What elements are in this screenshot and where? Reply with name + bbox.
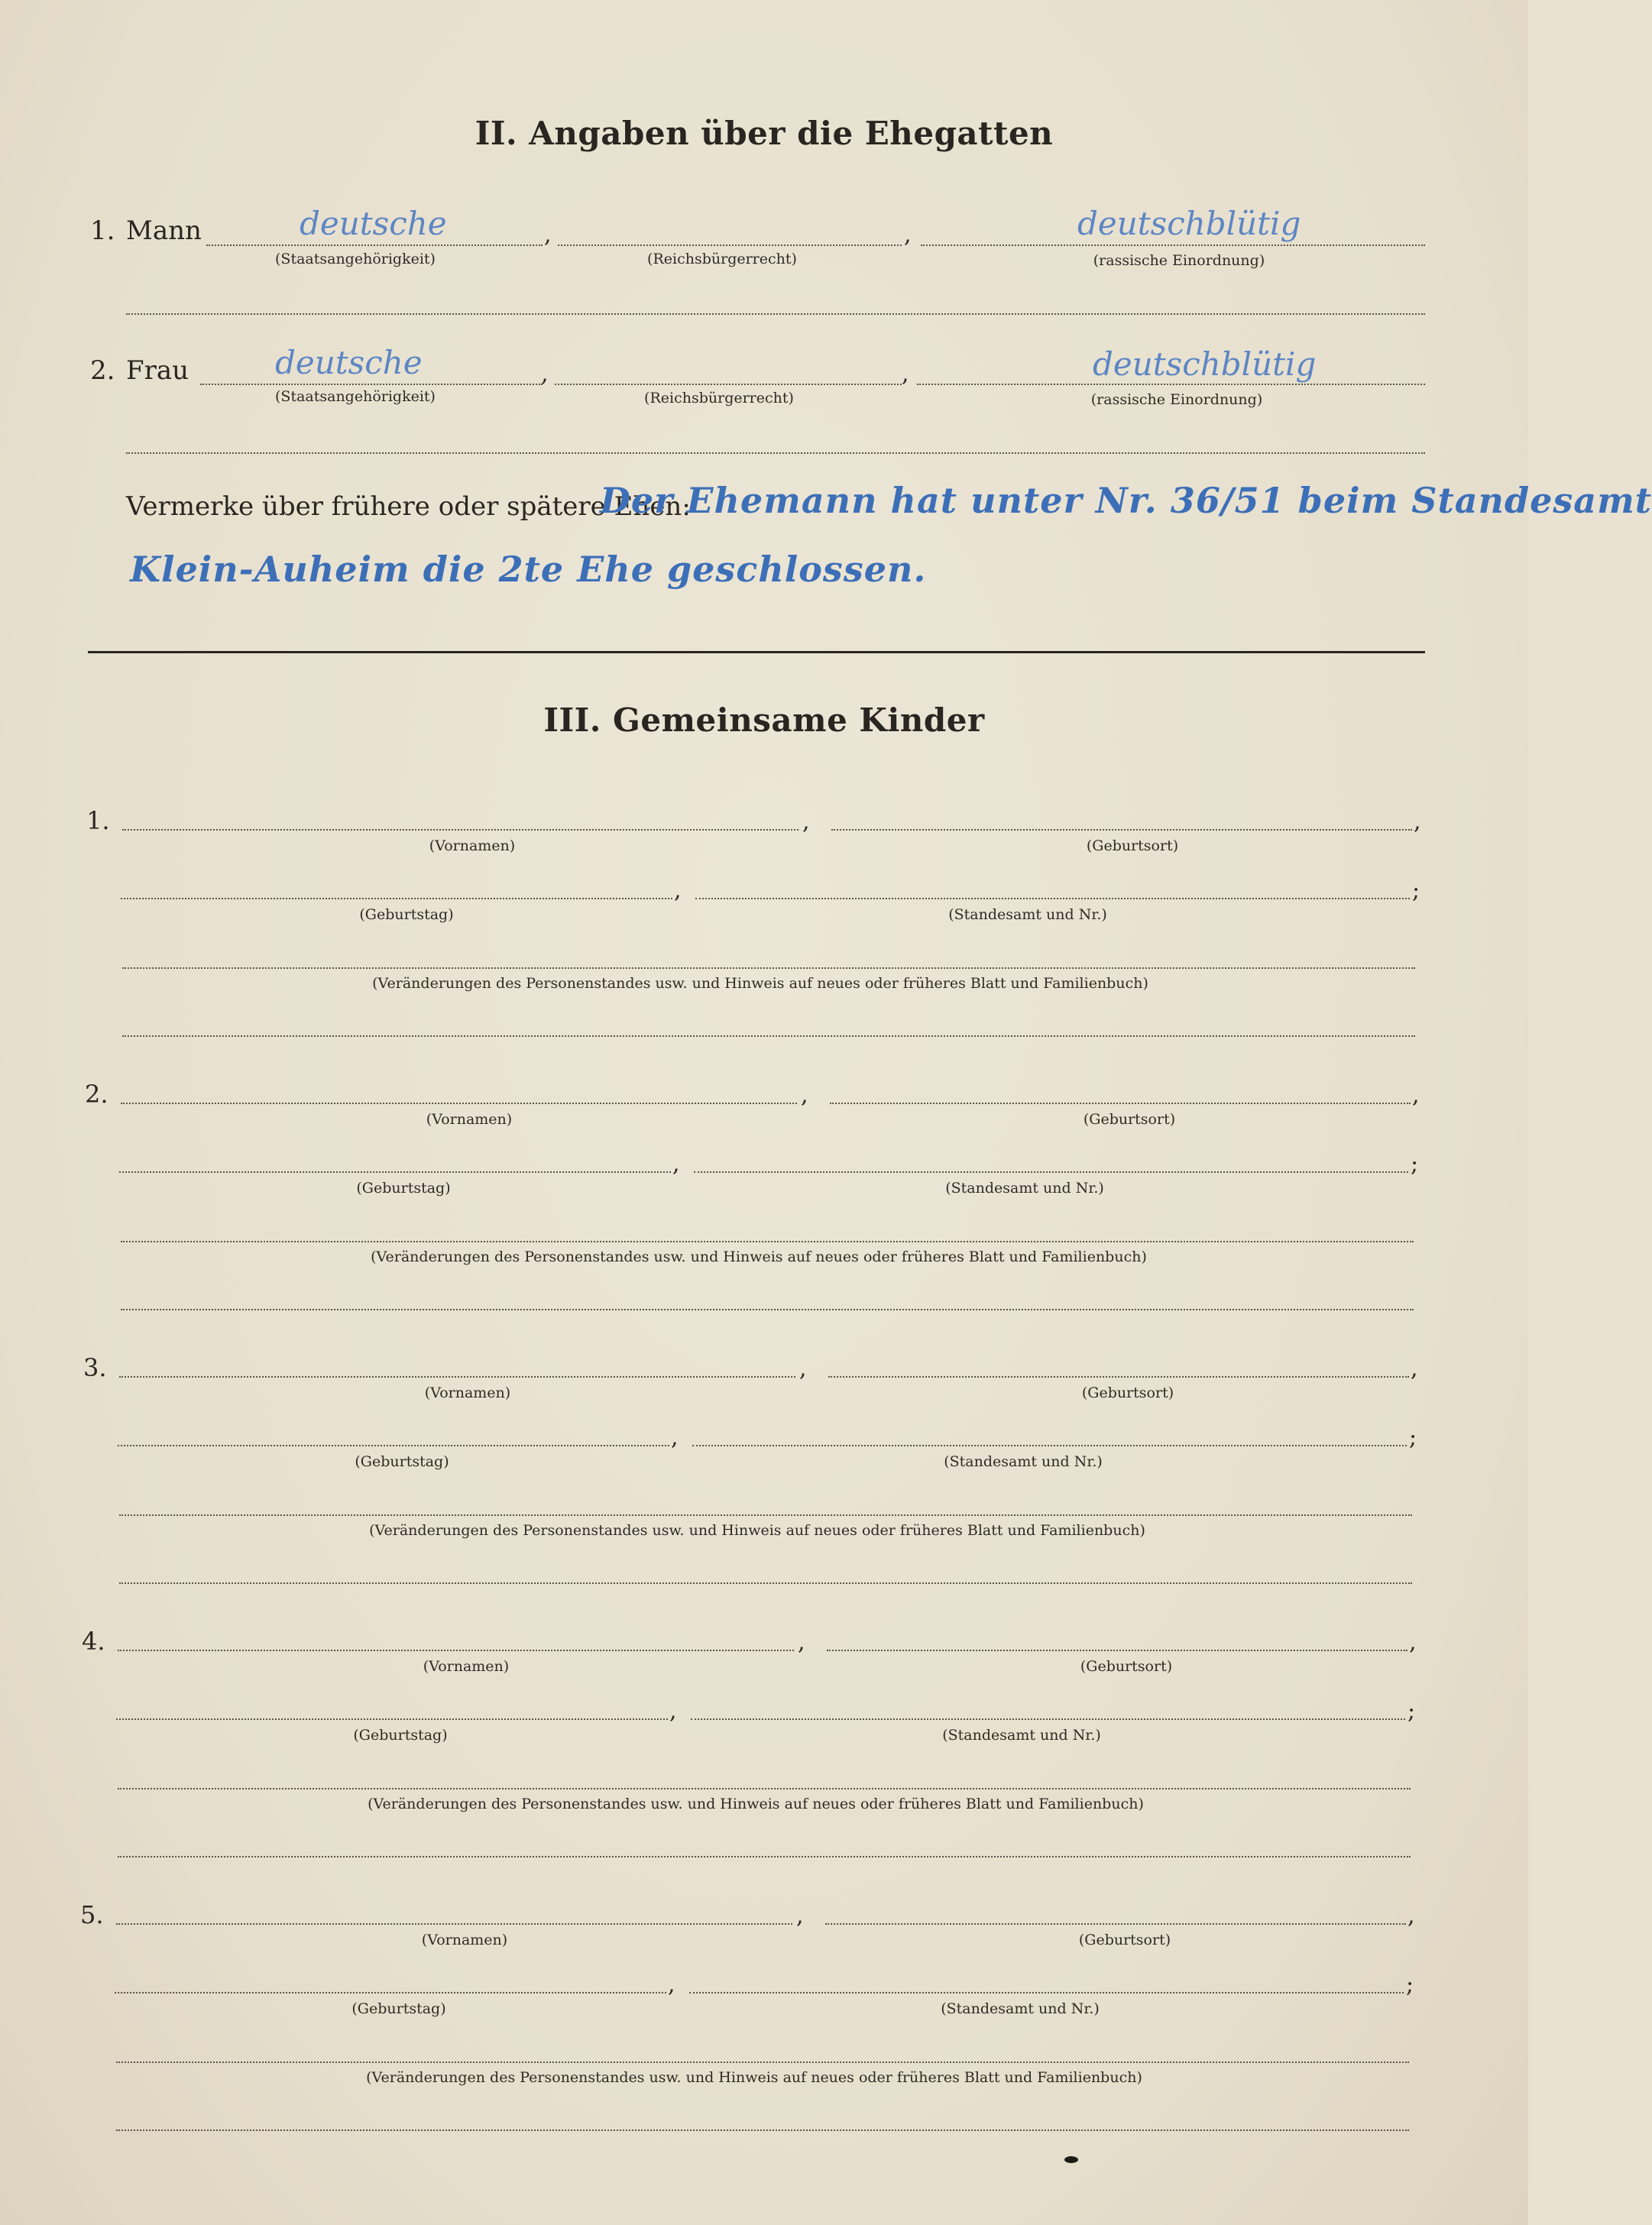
husband-classification-value: deutschblütig — [1077, 205, 1301, 242]
husband-nationality-value: deutsche — [300, 205, 447, 242]
caption-changes: (Veränderungen des Personenstandes usw. und Hinweis auf neues oder früheres Blatt und Familienbuch) — [368, 1796, 1144, 1812]
registry-line — [692, 1445, 1407, 1446]
wife-nationality-value: deutsche — [275, 344, 423, 381]
birthday-line — [118, 1445, 669, 1446]
changes-extra-line — [116, 2129, 1409, 2131]
husband-citizenship-line — [558, 245, 902, 246]
husband-extra-line — [126, 313, 1425, 315]
birthplace-line — [828, 1376, 1409, 1378]
caption-birthplace: (Geburtsort) — [1083, 1111, 1176, 1128]
caption-birthplace: (Geburtsort) — [1081, 1385, 1174, 1401]
caption-classification: (rassische Einordnung) — [1090, 391, 1263, 408]
changes-line — [118, 1788, 1411, 1789]
caption-changes: (Veränderungen des Personenstandes usw. und Hinweis auf neues oder früheres Blatt und Familienbuch) — [369, 1522, 1145, 1539]
remarks-text-line-1: Der Ehemann hat unter Nr. 36/51 beim Standesamt — [600, 480, 1652, 521]
wife-nationality-line — [200, 384, 543, 385]
section-divider — [88, 651, 1425, 653]
child-number: 4. — [82, 1627, 105, 1656]
wife-extra-line — [126, 452, 1425, 454]
wife-classification-line — [917, 384, 1425, 385]
remarks-label: Vermerke über frühere oder spätere Ehen: — [126, 491, 691, 522]
husband-classification-line — [921, 245, 1425, 246]
caption-registry: (Standesamt und Nr.) — [948, 906, 1107, 923]
husband-nationality-line — [206, 245, 543, 246]
form-page: II. Angaben über die Ehegatten 1. Mann , , deutsche deutschblütig (Staatsangehörigkeit) (Reichsbürgerrecht) (rassische Einordnung) 2. Frau , , deutsche deutschblütig (Staatsangehörigkeit) (Reichsbürgerrecht) (rassische Einordnung) Vermerke über frühere oder spätere Ehen: Der Ehemann hat unter Nr. 36/51 beim Standesamt Klein-Auheim die 2te Ehe geschlossen. III. Gemeinsame Kinder 1. , , (Vornamen) (Geburtsort) , ; (Geburtstag) (Standesamt und Nr.) (Veränderungen des Personenstandes usw. und Hinweis auf neues oder früheres Blatt und Familienbuch) 2. , , (Vornamen) (Geburtsort) , ; (Geburtstag) (Standesamt und Nr.) (Veränderungen des Personenstandes usw. und Hinweis auf neues oder früheres Blatt und Familienbuch) 3. , , (Vornamen) (Geburtsort) , ; (Geburtstag) (Standesamt und Nr.) (Veränderungen des Personenstandes usw. und Hinweis auf neues oder früheres Blatt und Familienbuch) 4. , , (Vornamen) (Geburtsort) , ; (Geburtstag) (Standesamt und Nr.) (Veränderungen des Personenstandes usw. und Hinweis auf neues oder früheres Blatt und Familienbuch) 5. , , (Vornamen) (Geburtsort) , ; (Geburtstag) (Standesamt und Nr.) (Veränderungen des Personenstandes usw. und Hinweis auf neues oder früheres Blatt und Familienbuch) — [0, 0, 1528, 2225]
first-names-line — [121, 1103, 797, 1104]
changes-extra-line — [121, 1309, 1414, 1310]
caption-nationality: (Staatsangehörigkeit) — [275, 388, 436, 405]
registry-line — [695, 898, 1410, 899]
child-number: 2. — [85, 1080, 109, 1109]
caption-changes: (Veränderungen des Personenstandes usw. und Hinweis auf neues oder früheres Blatt und Familienbuch) — [371, 1249, 1147, 1265]
wife-number: 2. — [90, 355, 115, 386]
ink-mark — [1064, 2156, 1078, 2163]
remarks-text-line-2: Klein-Auheim die 2te Ehe geschlossen. — [130, 549, 927, 590]
first-names-line — [118, 1650, 794, 1651]
changes-line — [122, 967, 1415, 969]
first-names-line — [119, 1376, 795, 1378]
caption-first-names: (Vornamen) — [424, 1385, 511, 1401]
caption-first-names: (Vornamen) — [421, 1932, 508, 1948]
changes-extra-line — [119, 1582, 1412, 1584]
section-3-title: III. Gemeinsame Kinder — [543, 701, 985, 739]
caption-registry: (Standesamt und Nr.) — [942, 1727, 1101, 1744]
caption-birthday: (Geburtstag) — [353, 1727, 448, 1744]
caption-birthplace: (Geburtsort) — [1078, 1932, 1171, 1948]
caption-citizenship: (Reichsbürgerrecht) — [647, 251, 797, 267]
birthplace-line — [831, 829, 1412, 831]
caption-birthday: (Geburtstag) — [355, 1453, 449, 1470]
caption-birthplace: (Geburtsort) — [1080, 1658, 1173, 1675]
caption-changes: (Veränderungen des Personenstandes usw. und Hinweis auf neues oder früheres Blatt und Familienbuch) — [372, 975, 1148, 992]
caption-birthday: (Geburtstag) — [356, 1180, 451, 1197]
caption-registry: (Standesamt und Nr.) — [944, 1453, 1103, 1470]
changes-line — [121, 1241, 1414, 1242]
wife-label: Frau — [126, 355, 189, 386]
caption-registry: (Standesamt und Nr.) — [941, 2000, 1100, 2017]
registry-line — [691, 1718, 1405, 1720]
child-number: 5. — [80, 1900, 104, 1929]
changes-line — [116, 2061, 1409, 2063]
caption-nationality: (Staatsangehörigkeit) — [275, 251, 436, 267]
first-names-line — [122, 829, 798, 831]
changes-extra-line — [118, 1856, 1411, 1857]
birthday-line — [121, 898, 672, 899]
caption-birthplace: (Geburtsort) — [1086, 837, 1179, 854]
husband-label: Mann — [126, 215, 202, 246]
caption-classification: (rassische Einordnung) — [1093, 252, 1265, 269]
birthday-line — [116, 1718, 668, 1720]
birthday-line — [119, 1171, 671, 1173]
caption-citizenship: (Reichsbürgerrecht) — [644, 390, 794, 406]
caption-birthday: (Geburtstag) — [359, 906, 454, 923]
birthplace-line — [827, 1650, 1407, 1651]
birthplace-line — [825, 1923, 1406, 1925]
caption-first-names: (Vornamen) — [429, 837, 516, 854]
caption-first-names: (Vornamen) — [423, 1658, 510, 1675]
caption-registry: (Standesamt und Nr.) — [945, 1180, 1104, 1197]
child-number: 1. — [86, 806, 110, 835]
caption-first-names: (Vornamen) — [426, 1111, 513, 1128]
husband-number: 1. — [90, 215, 115, 246]
birthday-line — [115, 1992, 666, 1993]
changes-line — [119, 1514, 1412, 1516]
registry-line — [694, 1171, 1408, 1173]
section-2-title: II. Angaben über die Ehegatten — [475, 115, 1054, 152]
changes-extra-line — [122, 1035, 1415, 1037]
first-names-line — [116, 1923, 792, 1925]
caption-birthday: (Geburtstag) — [351, 2000, 446, 2017]
birthplace-line — [830, 1103, 1411, 1104]
registry-line — [689, 1992, 1404, 1993]
caption-changes: (Veränderungen des Personenstandes usw. und Hinweis auf neues oder früheres Blatt und Familienbuch) — [366, 2069, 1142, 2086]
wife-citizenship-line — [555, 384, 902, 385]
child-number: 3. — [83, 1353, 107, 1382]
wife-classification-value: deutschblütig — [1093, 345, 1317, 383]
